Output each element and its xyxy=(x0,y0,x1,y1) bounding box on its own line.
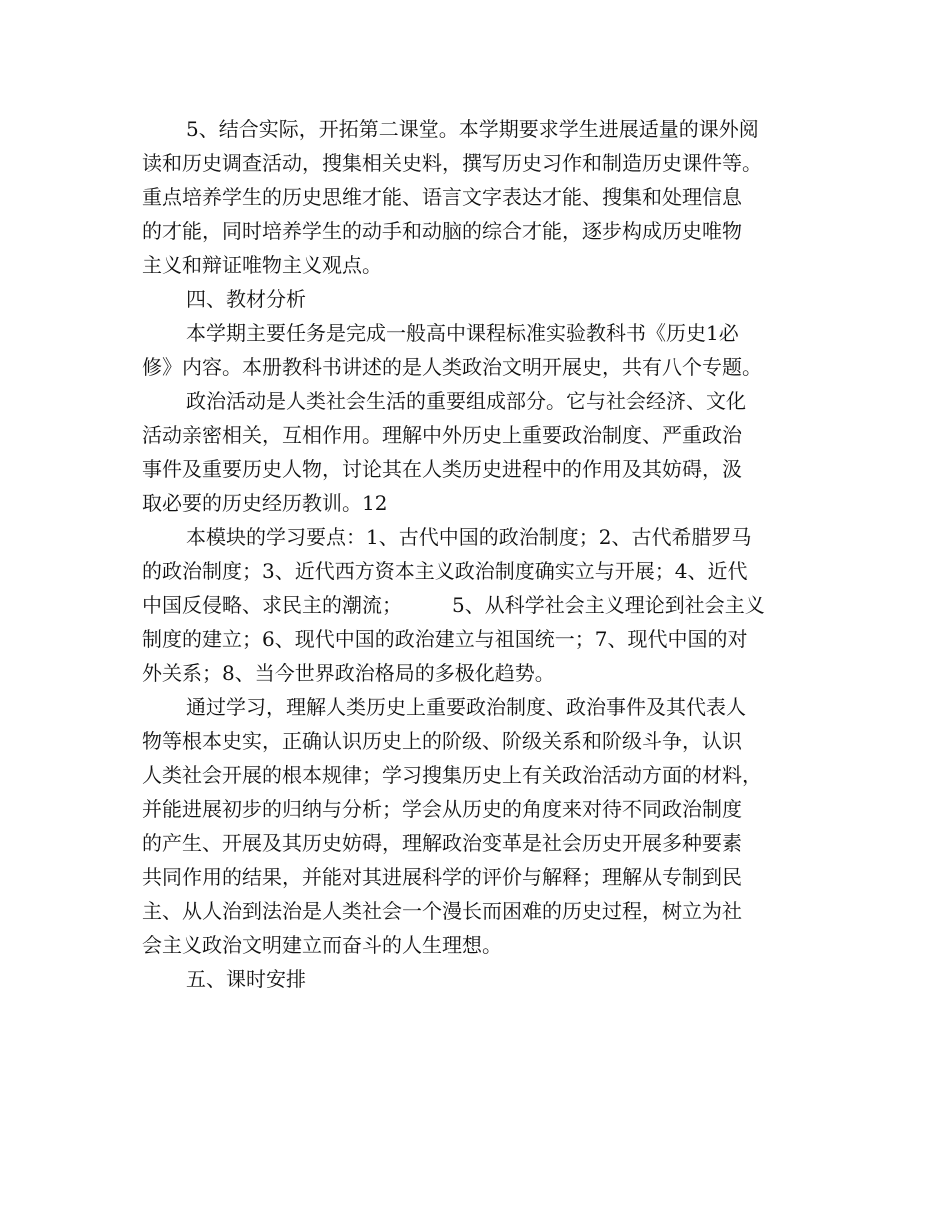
text-line: 修》内容。本册教科书讲述的是人类政治文明开展史，共有八个专题。 xyxy=(142,355,762,379)
text-line: 制度的建立；6、现代中国的政治建立与祖国统一；7、现代中国的对 xyxy=(142,627,748,651)
text-line: 共同作用的结果，并能对其进展科学的评价与解释；理解从专制到民 xyxy=(142,865,742,889)
text-line: 的产生、开展及其历史妨碍，理解政治变革是社会历史开展多种要素 xyxy=(142,831,742,855)
text-line: 通过学习，理解人类历史上重要政治制度、政治事件及其代表人 xyxy=(186,695,746,719)
text-line: 取必要的历史经历教训。12 xyxy=(142,491,388,515)
text-line: 重点培养学生的历史思维才能、语言文字表达才能、搜集和处理信息 xyxy=(142,185,742,209)
text-line: 中国反侵略、求民主的潮流； 5、从科学社会主义理论到社会主义 xyxy=(142,593,765,617)
text-line: 政治活动是人类社会生活的重要组成部分。它与社会经济、文化 xyxy=(186,389,746,413)
text-line: 主义和辩证唯物主义观点。 xyxy=(142,253,382,277)
text-line: 五、课时安排 xyxy=(186,967,306,991)
text-line: 物等根本史实，正确认识历史上的阶级、阶级关系和阶级斗争，认识 xyxy=(142,729,742,753)
text-line: 主、从人治到法治是人类社会一个漫长而困难的历史过程，树立为社 xyxy=(142,899,742,923)
text-line: 会主义政治文明建立而奋斗的人生理想。 xyxy=(142,933,502,957)
text-line: 事件及重要历史人物，讨论其在人类历史进程中的作用及其妨碍，汲 xyxy=(142,457,742,481)
text-line: 本模块的学习要点：1、古代中国的政治制度；2、古代希腊罗马 xyxy=(186,525,752,549)
text-line: 活动亲密相关，互相作用。理解中外历史上重要政治制度、严重政治 xyxy=(142,423,742,447)
text-line: 读和历史调查活动，搜集相关史料，撰写历史习作和制造历史课件等。 xyxy=(142,151,762,175)
text-line: 的才能，同时培养学生的动手和动脑的综合才能，逐步构成历史唯物 xyxy=(142,219,742,243)
text-line: 四、教材分析 xyxy=(186,287,306,311)
text-line: 的政治制度；3、近代西方资本主义政治制度确实立与开展；4、近代 xyxy=(142,559,748,583)
text-line: 5、结合实际，开拓第二课堂。本学期要求学生进展适量的课外阅 xyxy=(186,117,759,141)
text-line: 外关系；8、当今世界政治格局的多极化趋势。 xyxy=(142,661,555,685)
text-line: 并能进展初步的归纳与分析；学会从历史的角度来对待不同政治制度 xyxy=(142,797,742,821)
document-body xyxy=(142,112,830,996)
text-line: 人类社会开展的根本规律；学习搜集历史上有关政治活动方面的材料， xyxy=(142,763,762,787)
text-line: 本学期主要任务是完成一般高中课程标准实验教科书《历史1必 xyxy=(186,321,739,345)
